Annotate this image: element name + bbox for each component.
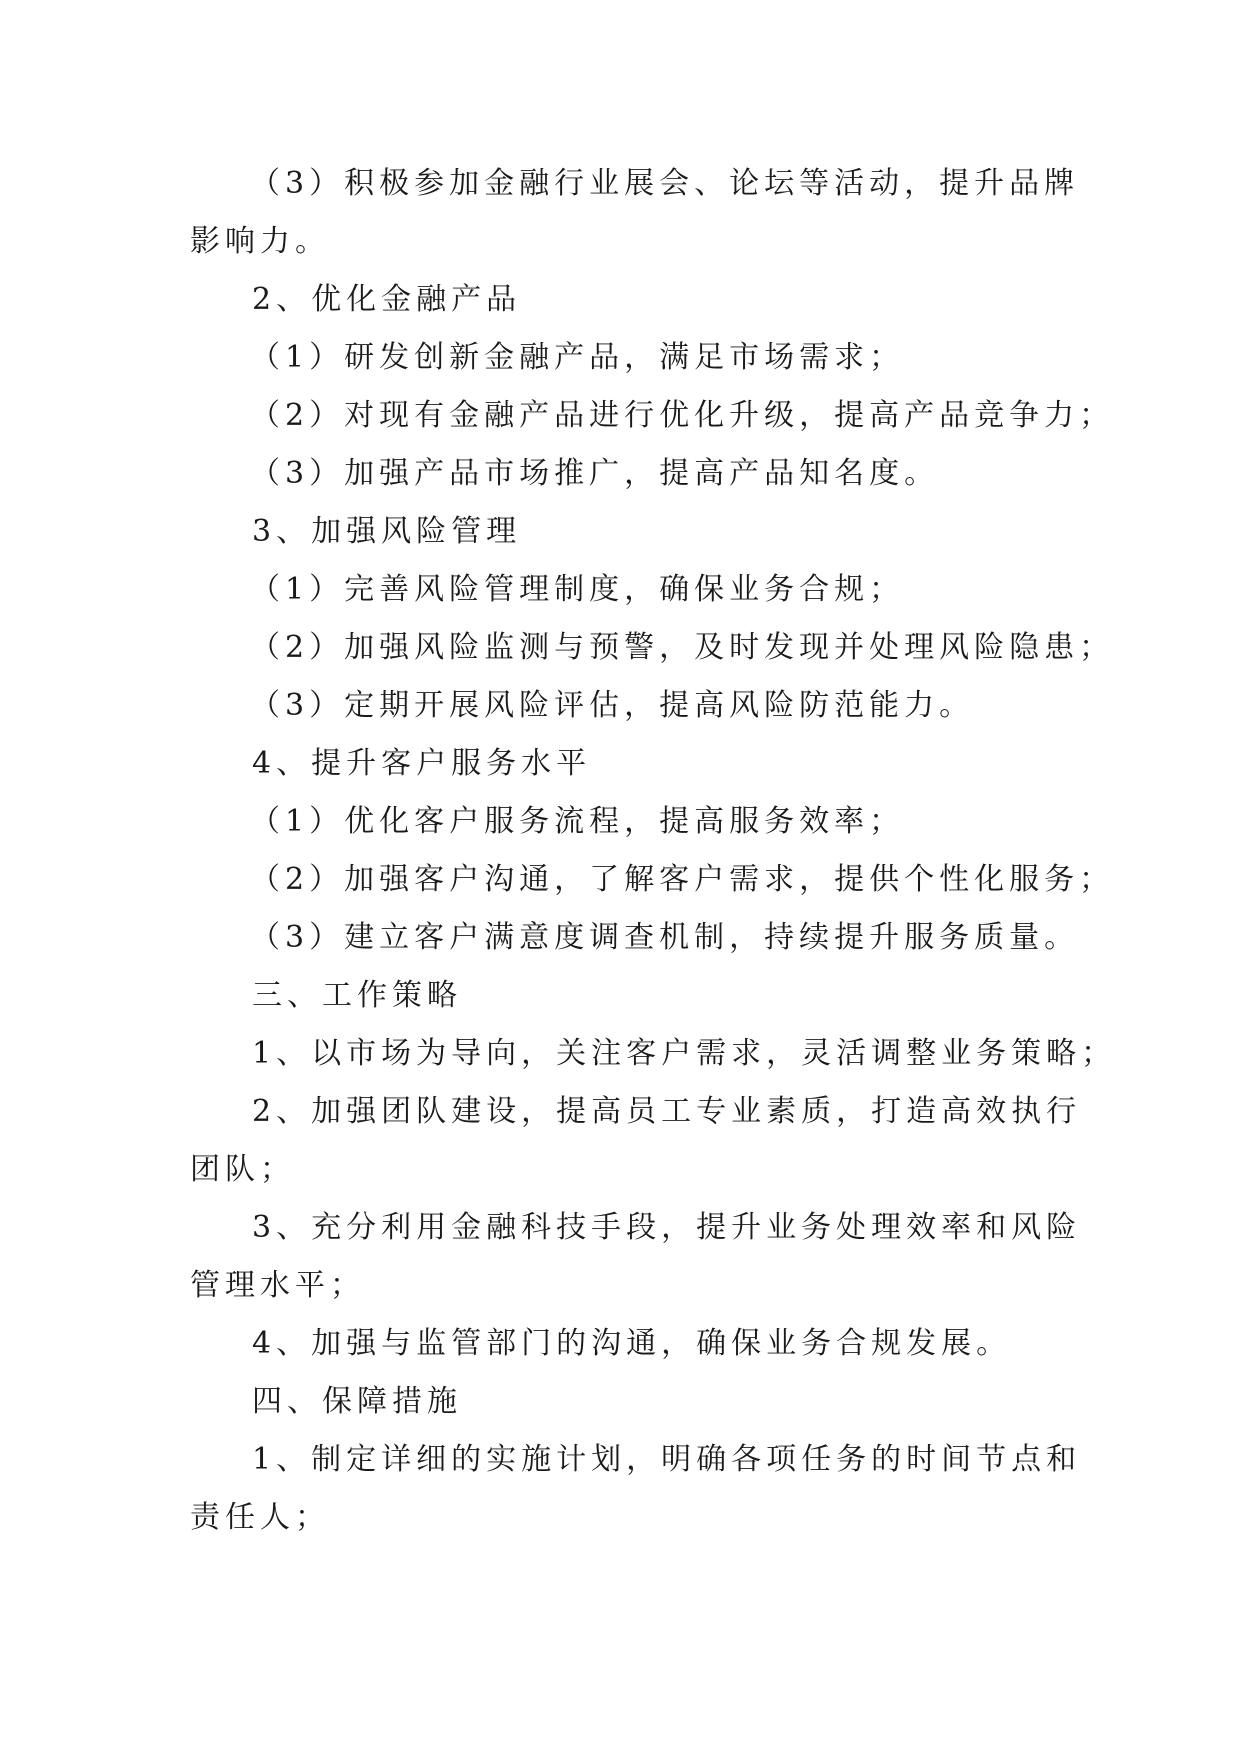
text-line: 四、保障措施	[252, 1384, 462, 1419]
document-body	[190, 155, 1117, 1547]
text-line: 管理水平；	[190, 1268, 365, 1303]
text-line: （3）积极参加金融行业展会、论坛等活动，提升品牌	[250, 166, 1080, 201]
text-line: （1）研发创新金融产品，满足市场需求；	[250, 340, 905, 375]
text-line: （3）建立客户满意度调查机制，持续提升服务质量。	[250, 920, 1080, 955]
text-line: 1、制定详细的实施计划，明确各项任务的时间节点和	[252, 1442, 1082, 1477]
text-line: 2、加强团队建设，提高员工专业素质，打造高效执行	[252, 1094, 1082, 1129]
text-line: （3）定期开展风险评估，提高风险防范能力。	[250, 688, 975, 723]
text-line: 1、以市场为导向，关注客户需求，灵活调整业务策略；	[252, 1036, 1117, 1071]
text-line: 团队；	[190, 1152, 295, 1187]
text-line: 4、提升客户服务水平	[252, 746, 592, 781]
text-line: （2）对现有金融产品进行优化升级，提高产品竞争力；	[250, 398, 1115, 433]
text-line: 3、充分利用金融科技手段，提升业务处理效率和风险	[252, 1210, 1082, 1245]
text-line: 三、工作策略	[252, 978, 462, 1013]
text-line: 影响力。	[190, 224, 330, 259]
text-line: （2）加强客户沟通，了解客户需求，提供个性化服务；	[250, 862, 1115, 897]
text-line: 2、优化金融产品	[252, 282, 522, 317]
text-line: （3）加强产品市场推广，提高产品知名度。	[250, 456, 940, 491]
text-line: 责任人；	[190, 1500, 330, 1535]
text-line: （1）完善风险管理制度，确保业务合规；	[250, 572, 905, 607]
text-line: 3、加强风险管理	[252, 514, 522, 549]
text-line: （1）优化客户服务流程，提高服务效率；	[250, 804, 905, 839]
text-line: （2）加强风险监测与预警，及时发现并处理风险隐患；	[250, 630, 1115, 665]
text-line: 4、加强与监管部门的沟通，确保业务合规发展。	[252, 1326, 1012, 1361]
